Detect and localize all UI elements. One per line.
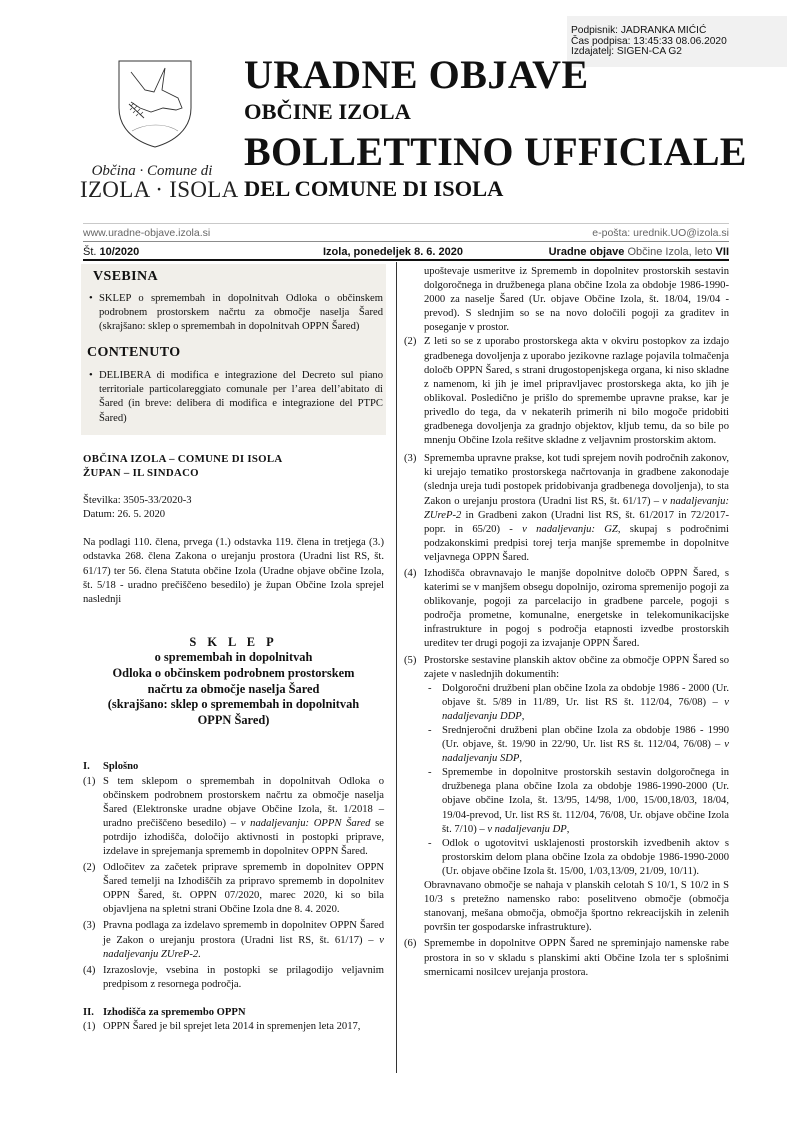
planning-document-item xyxy=(404,766,729,836)
decision-title-word: S K L E P xyxy=(189,634,278,649)
issue-number-value: 10/2020 xyxy=(99,245,140,258)
planning-document-item xyxy=(404,724,729,766)
table-of-contents xyxy=(81,264,386,435)
issue-line xyxy=(83,244,729,261)
section-1-number: I. xyxy=(83,761,90,773)
item-text: Spremembe in dopolnitve OPPN Šared ne spreminjajo namenske rabe prostora in so v skladu s planskimi akti Občine Izola ter s splošnimi smernicami nosilcev urejanja prostora. xyxy=(424,938,729,978)
item-text: Pravna podlaga za izdelavo sprememb in dopolnitev OPPN Šared je Zakon o urejanju prostora (Uradni list RS, št. 61/17) xyxy=(103,920,384,946)
left-column xyxy=(83,452,384,1034)
signature-time: Čas podpisa: 13:45:33 08.06.2020 xyxy=(571,35,727,47)
contents-item-sl[interactable]: • SKLEP o spremembah in dopolnitvah Odloka o občinskem podrobnem prostorskem načrtu za območje naselja Šared (skrajšano: sklep o spremembah in dopolnitvah OPPN Šared) xyxy=(99,292,383,335)
publication-name-bold: Uradne objave xyxy=(548,245,625,258)
decision-title-line-4: (skrajšano: sklep o spremembah in dopolnitvah xyxy=(107,697,360,712)
contents-heading-sl: VSEBINA xyxy=(93,269,159,284)
section-1-item-4 xyxy=(83,964,384,992)
publication-name-rest: Občine Izola, leto xyxy=(627,245,713,258)
item-number: (5) xyxy=(404,654,417,666)
section-1-item-1 xyxy=(83,775,384,860)
masthead-title-it: BOLLETTINO UFFICIALE xyxy=(244,129,747,174)
item-number: (1) xyxy=(83,1021,96,1032)
signature-issuer: Izdajatelj: SIGEN-CA G2 xyxy=(571,46,682,57)
item-text-italic: – v nadaljevanju SDP xyxy=(442,739,729,765)
contact-line xyxy=(83,223,729,242)
item-text: OPPN Šared je bil sprejet leta 2014 in spremenjen leta 2017, xyxy=(103,1021,361,1032)
preamble: Na podlagi 110. člena, prvega (1.) odstavka 119. člena in tretjega (3.) odstavka 268. člena Zakona o urejanju prostora (Uradni list RS, št. 61/17) ter 56. člena Statuta občine Izola (Uradne objave občine Izola, št. 5/18 - uradno prečiščeno besedilo) je župan Občine Izola sprejel naslednji xyxy=(83,537,384,605)
decision-title-line-2: Odloka o občinskem podrobnem prostorskem xyxy=(112,666,355,681)
decision-title-line-5: OPPN Šared) xyxy=(197,712,270,727)
item-text: Srednjeročni družbeni plan občine Izola za obdobje 1986 - 1990 (Ur. objave, št. 19/90 in 22/90, Ur. list RS št. 112/04, 76/08) xyxy=(442,725,729,751)
item-text: S tem sklepom o spremembah in dopolnitvah Odloka o občinskem podrobnem prostorskem načrtu za območje naselja Šared (Elektronske uradne objave Občine Izola, št. 1/2018 – uradno prečiščeno besedilo) xyxy=(103,775,384,829)
planning-document-item xyxy=(404,682,729,724)
dash-bullet: - xyxy=(428,837,432,849)
decision-title-line-1: o spremembah in dopolnitvah xyxy=(154,650,313,665)
item-number: (4) xyxy=(404,567,417,579)
item-text: Odločitev za začetek priprave sprememb in dopolnitev OPPN Šared temelji na Izhodiščih za pripravo sprememb in dopolnitev OPPN Šared, št. OPPN 07/2020, marec 2020, ki so bila objavljena na spletni strani Občine Izola dne 8. 4. 2020. xyxy=(103,862,384,916)
signature-signer: Podpisnik: JADRANKA MIĆIĆ xyxy=(571,25,707,36)
column-divider xyxy=(396,262,397,1073)
section-2-item-6 xyxy=(404,937,729,979)
item-text-after: , xyxy=(519,753,523,765)
planning-document-item xyxy=(404,837,729,879)
section-2-item-1-continued: upoštevaje usmeritve iz Sprememb in dopolnitev prostorskih sestavin dolgoročnega in družbenega plana občine Izola za obdobje 1986-1990- 2000 za naselje Šared (Ur. objave Občine Izola, št. 18/04, 19/04 - prevod). S slednjim so se na novo določili pogoji za graditev in poseganje v prostor. xyxy=(424,266,729,334)
item-text: Izrazoslovje, vsebina in postopki se prilagodijo veljavnim predpisom z resornega področja. xyxy=(103,964,384,990)
dash-bullet: - xyxy=(428,682,432,694)
item-number: (1) xyxy=(83,775,96,787)
dash-bullet: - xyxy=(428,725,432,736)
coat-of-arms-dove-icon xyxy=(118,60,193,148)
section-2-item-2 xyxy=(404,335,729,448)
authority-line-1: OBČINA IZOLA – COMUNE DI ISOLA xyxy=(83,453,283,465)
authority-line-2: ŽUPAN – IL SINDACO xyxy=(83,467,199,480)
publication-name xyxy=(549,246,729,258)
section-1-item-2 xyxy=(83,861,384,917)
masthead-title-sl: URADNE OBJAVE xyxy=(244,52,589,97)
digital-signature-stamp xyxy=(567,16,787,67)
email-link[interactable]: e-pošta: urednik.UO@izola.si xyxy=(592,226,729,239)
masthead-subtitle-it: DEL COMUNE DI ISOLA xyxy=(244,176,504,201)
item-text: in Gradbeni zakon (Uradni list RS, št. 61/2017 in 72/2017-popr. in 65/20) - xyxy=(424,509,729,535)
item-text-italic: – v nadaljevanju: OPPN Šared xyxy=(226,817,371,829)
document-number: Številka: 3505-33/2020-3 xyxy=(83,495,192,507)
item-number: (3) xyxy=(404,453,417,465)
contents-item-it[interactable]: • DELIBERA di modifica e integrazione del Decreto sul piano territoriale particolareggiato comunale per l’area dell’abitato di Šared (in breve: delibera di modifica e integrazione del PTPC Šared) xyxy=(99,369,383,426)
section-1-title: Splošno xyxy=(103,761,139,773)
issue-date: Izola, ponedeljek 8. 6. 2020 xyxy=(323,245,464,258)
section-1-item-3 xyxy=(83,919,384,961)
item-text: Odlok o ugotovitvi usklajenosti prostorskih izvedbenih aktov s prostorskim delom plana občine Izola za obdobje 1986-1990-2000 (Ur. objave občine Izola št. 15/00, 1/03,13/09, 21/09, 10/11). xyxy=(442,837,729,877)
item-text: Sprememba upravne prakse, kot tudi sprejem novih področnih zakonov, ki urejajo tematiko prostorskega načrtovanja in gradbene zakonodaje (slednja ureja tudi postopek pridobivanja gradbenega dovoljenja), to sta Zakon o urejanju prostora (Uradni list RS, št. 61/17) xyxy=(424,453,729,507)
contents-heading-it: CONTENUTO xyxy=(87,345,181,360)
item-text-after: , xyxy=(521,710,525,722)
item-text-italic: v nadaljevanju: GZ xyxy=(522,523,618,535)
item-text: Dolgoročni družbeni plan občine Izola za obdobje 1986 - 2000 (Ur. objave št. 5/89 in 11/89, Ur. list RS št. 112/04, 76/08) xyxy=(442,682,729,708)
item-number: (6) xyxy=(404,938,417,950)
item-text-italic: – v nadaljevanju ZUreP-2. xyxy=(103,934,384,960)
section-2-item-1-start xyxy=(83,1020,384,1034)
item-text: Izhodišča obravnavajo le manjše dopolnitve določb OPPN Šared, s katerimi se v manjšem obsegu dopolnijo, oziroma spremenijo pogoji za oblikovanje, pogoji za parcelacijo in gradbene parcele, pogoji s področja prometne, komunalne, energetske in telekomunikacijske infrastrukture in pogoj s področja etapnosti izvedbe prostorskih ureditev ter drugi pogoji za izvajanje OPPN Šared. xyxy=(424,567,729,650)
item-text-italic: – v nadaljevanju DP xyxy=(479,823,567,835)
issue-prefix: Št. xyxy=(83,245,97,258)
section-2-item-3 xyxy=(404,452,729,565)
document-date: Datum: 26. 5. 2020 xyxy=(83,509,166,521)
section-1-heading xyxy=(83,760,384,774)
section-2-title: Izhodišča za spremembo OPPN xyxy=(103,1006,246,1018)
item-text: Prostorske sestavine planskih aktov občine za območje OPPN Šared so zajete v naslednjih dokumentih: xyxy=(424,654,729,680)
section-2-item-5 xyxy=(404,654,729,682)
item-text-after: se potrdijo izhodišča, določijo aktivnosti in postopki priprave, izdelave in sprejemanja sprememb in dopolnitev OPPN Šared. xyxy=(103,817,385,857)
section-2-item-4 xyxy=(404,567,729,652)
item-number: (2) xyxy=(404,336,417,348)
item-text-after: , xyxy=(566,823,570,835)
item-text-italic: – v nadaljevanju DDP xyxy=(442,696,729,722)
dash-bullet: - xyxy=(428,767,432,779)
masthead-subtitle-sl: OBČINE IZOLA xyxy=(244,99,411,124)
item-text: Z leti so se z uporabo prostorskega akta v okviru postopkov za izdajo gradbenega dovoljenja z uporabo jezikovne razlage pojavila tolmačenja določb OPPN Šared, s strani drugostopenjskega organa, ki niso skladne z namenom, ki jih je imel pripravljavec prostorskega akta, ko jih je oblikoval. Posledično je prišlo do spremembe upravne prakse, kar je privedlo do tega, da v nekaterih primerih ni bilo mogoče pridobiti gradbenega dovoljenja za gradnjo objektov, kljub temu, da so bile po mnenju Občine Izola rešitve skladne z veljavnim prostorskim aktom. xyxy=(424,336,729,447)
publication-volume: VII xyxy=(715,245,729,258)
crest-caption-municipality: Občina · Comune di xyxy=(91,163,213,179)
decision-title xyxy=(83,635,384,729)
crest-caption-town: IZOLA · ISOLA xyxy=(80,177,239,202)
section-2-item-5-note: Obravnavano območje se nahaja v planskih celotah S 10/1, S 10/2 in S 10/3 s pretežno namensko rabo: poselitveno območje (območja stanovanj, mešana območja, območja športno rekreacijskih in zelenih površin ter gospodarske infrastrukture). xyxy=(424,880,729,934)
item-text: , skupaj s področnimi podzakonskimi predpisi torej terja manjše spremembe in dopolnitve veljavnega OPPN Šared. xyxy=(424,523,729,563)
section-2-heading xyxy=(83,1006,384,1020)
issue-number xyxy=(83,246,139,258)
item-text: Spremembe in dopolnitve prostorskih sestavin dolgoročnega in družbenega plana občine Izola za obdobje 1986-1990-2000 (Ur. objave občine Izola, št. 13/95, 14/98, 1/00, 15/00,18/03, 18/04, 19/04-prevod, Ur. list RS št. 112/04, 76/08, Ur. objave občine Izola št. 7/10) xyxy=(442,767,729,835)
item-number: (2) xyxy=(83,862,96,874)
item-number: (4) xyxy=(83,964,96,976)
section-2-number: II. xyxy=(83,1006,94,1018)
item-number: (3) xyxy=(83,920,96,932)
right-column xyxy=(404,265,729,980)
item-text-italic: – v nadaljevanju: ZUreP-2 xyxy=(424,495,729,521)
decision-title-line-3: načrtu za območje naselja Šared xyxy=(147,681,320,696)
website-link[interactable]: www.uradne-objave.izola.si xyxy=(83,226,211,239)
